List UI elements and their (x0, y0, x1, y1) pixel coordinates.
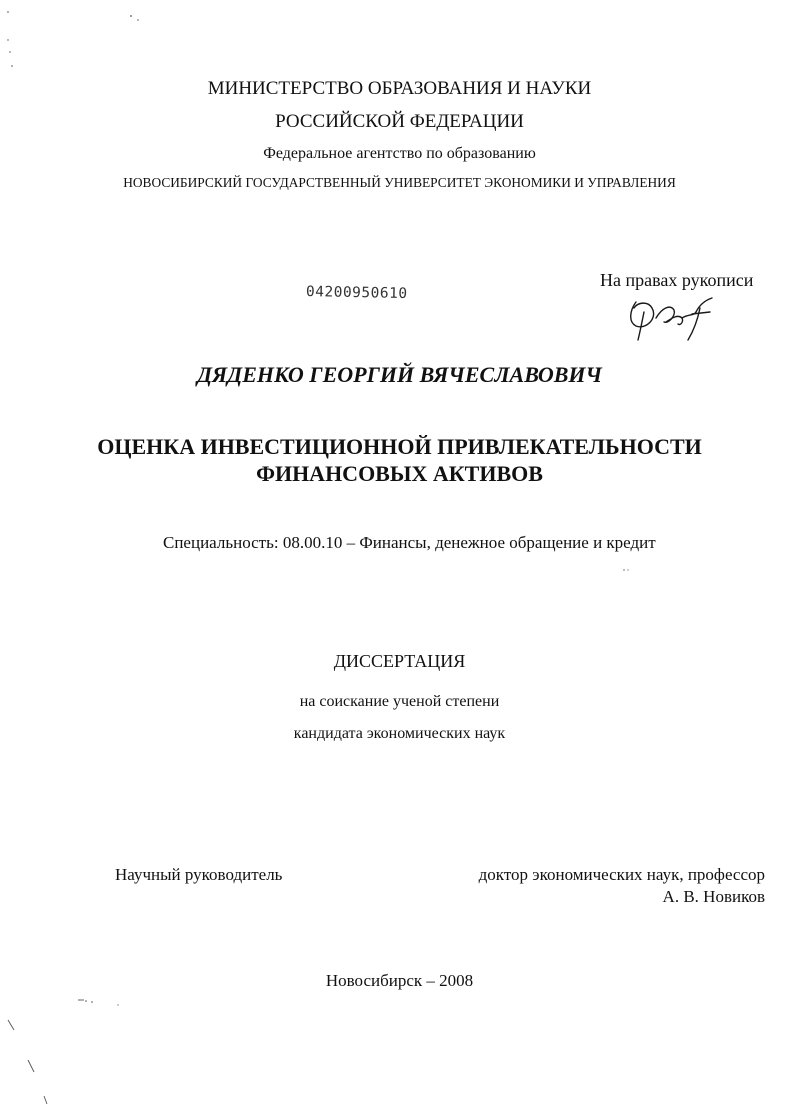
specialty-line: Специальность: 08.00.10 – Финансы, денежное обращение и кредит (163, 533, 656, 552)
degree-line-1: на соискание ученой степени (299, 693, 500, 710)
supervisor-name: А. В. Новиков (662, 887, 765, 906)
city-year: Новосибирск – 2008 (325, 971, 474, 990)
manuscript-note: На правах рукописи (600, 270, 754, 290)
supervisor-degree: доктор экономических наук, профессор (478, 865, 765, 884)
author-signature (622, 292, 722, 344)
title-line-1: ОЦЕНКА ИНВЕСТИЦИОННОЙ ПРИВЛЕКАТЕЛЬНОСТИ (97, 434, 702, 459)
agency-heading: Федеральное агентство по образованию (263, 145, 536, 162)
supervisor-label: Научный руководитель (115, 865, 283, 884)
author-name: ДЯДЕНКО ГЕОРГИЙ ВЯЧЕСЛАВОВИЧ (197, 362, 602, 387)
university-heading: НОВОСИБИРСКИЙ ГОСУДАРСТВЕННЫЙ УНИВЕРСИТЕТ ЭКОНОМИКИ И УПРАВЛЕНИЯ (123, 175, 676, 190)
title-line-2: ФИНАНСОВЫХ АКТИВОВ (256, 461, 543, 486)
degree-line-2: кандидата экономических наук (293, 725, 506, 742)
dissertation-title (0, 433, 799, 487)
federation-heading: РОССИЙСКОЙ ФЕДЕРАЦИИ (275, 111, 524, 132)
library-stamp-number: 04200950610 (305, 284, 408, 303)
document-type: ДИССЕРТАЦИЯ (333, 651, 466, 671)
ministry-heading: МИНИСТЕРСТВО ОБРАЗОВАНИЯ И НАУКИ (207, 78, 592, 99)
